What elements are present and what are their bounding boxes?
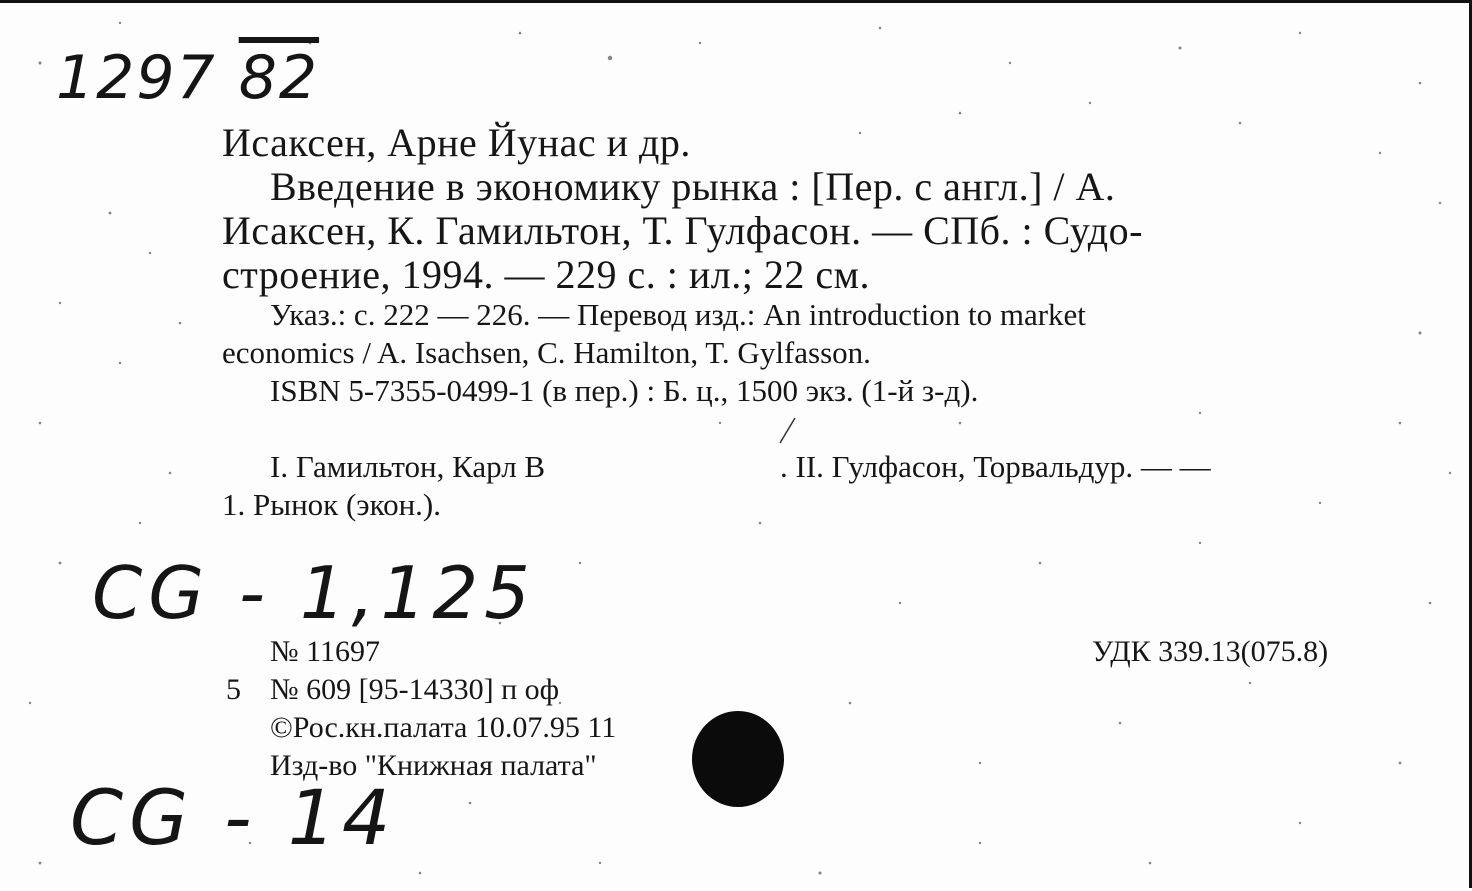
isbn-line: ISBN 5-7355-0499-1 (в пер.) : Б. ц., 1500 экз. (1-й з-д). <box>270 373 979 408</box>
title-line-2: Исаксен, К. Гамильтон, Т. Гулфасон. — СПб. : Судо- <box>222 208 1143 253</box>
punched-hole <box>692 711 784 807</box>
card-number: № 11697 <box>270 635 381 668</box>
subject-heading: 1. Рынок (экон.). <box>222 487 441 522</box>
note-line-2: economics / A. Isachsen, C. Hamilton, T. Gylfasson. <box>222 335 871 370</box>
handwritten-shelf-code-1: CG - 1,125 <box>92 551 536 635</box>
author-heading: Исаксен, Арне Йунас и др. <box>222 120 691 165</box>
title-line-3: строение, 1994. — 229 с. : ил.; 22 см. <box>222 252 870 297</box>
udc-code: УДК 339.13(075.8) <box>1092 635 1329 668</box>
note-line-1: Указ.: с. 222 — 226. — Перевод изд.: An introduction to market <box>270 297 1086 332</box>
order-number: № 609 [95-14330] п оф <box>270 673 560 706</box>
copyright-line: ©Рос.кн.палата 10.07.95 11 <box>270 711 617 744</box>
publisher-line: Изд-во "Книжная палата" <box>270 749 597 782</box>
added-entry-1: I. Гамильтон, Карл В <box>270 449 546 484</box>
title-line-1: Введение в экономику рынка : [Пер. с англ.] / А. <box>270 164 1116 209</box>
handwritten-shelf-code-2: CG - 14 <box>70 773 397 862</box>
row-mark: 5 <box>226 673 241 706</box>
handwritten-inventory-number: 1297 82 <box>56 43 320 113</box>
added-entry-2: . II. Гулфасон, Торвальдур. — — <box>780 449 1211 484</box>
